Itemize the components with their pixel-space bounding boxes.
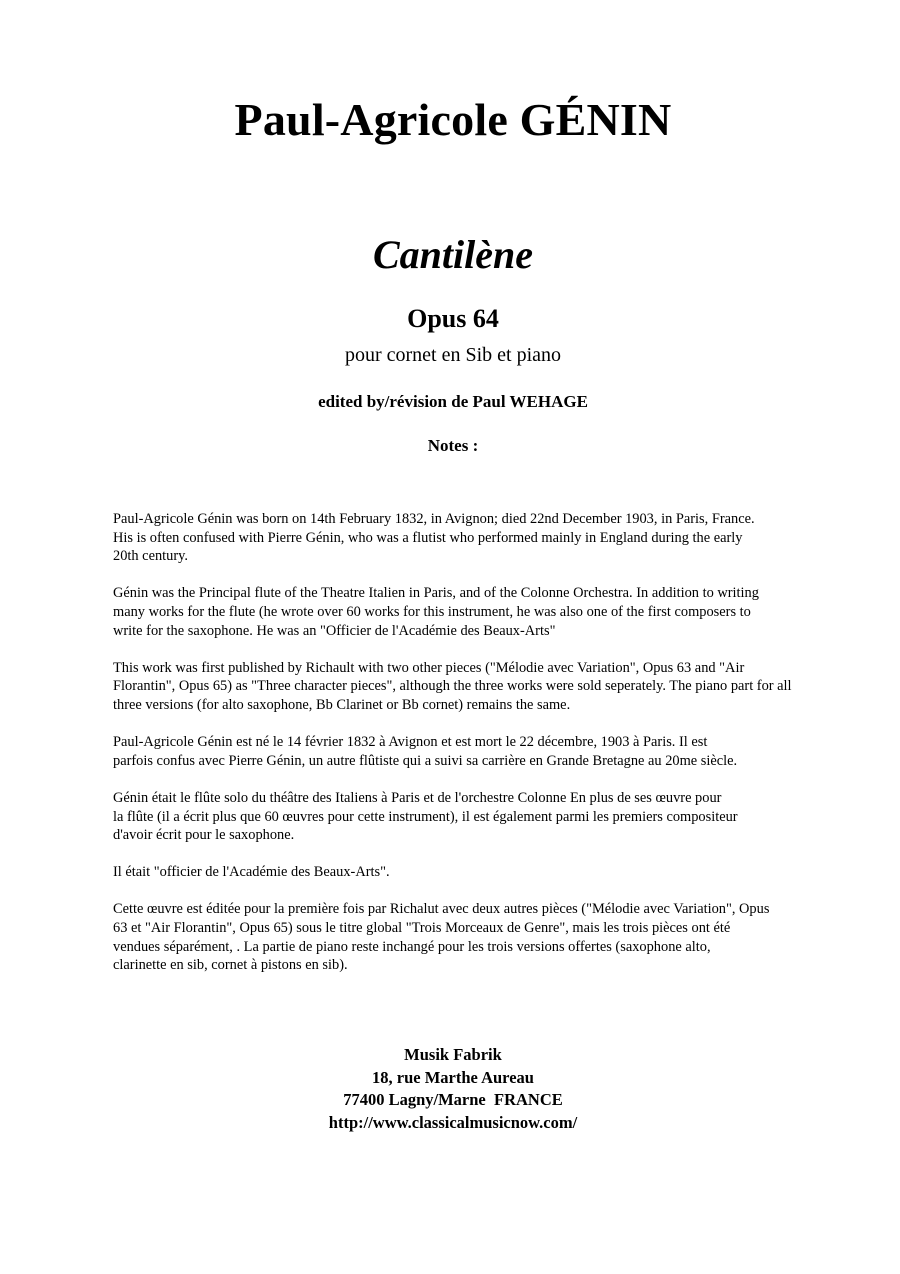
notes-heading: Notes : — [427, 436, 479, 455]
notes-body — [113, 510, 888, 975]
publisher-block — [0, 1044, 900, 1134]
notes-paragraph-en-biography: Paul-Agricole Génin was born on 14th February 1832, in Avignon; died 22nd December 1903, in Paris, France. His is often confused with Pierre Génin, who was a flutist who performed mainly in England during the early 20th century. — [113, 511, 755, 565]
notes-paragraph-fr-biography: Paul-Agricole Génin est né le 14 février 1832 à Avignon et est mort le 22 décembre, 1903 à Paris. Il est parfois confus avec Pierre Génin, un autre flûtiste qui a suivi sa carrière en Grande Bretagne au 20me siècle. — [113, 734, 738, 769]
composer-name: Paul-Agricole GÉNIN — [234, 94, 672, 145]
publisher-city: 77400 Lagny/Marne FRANCE — [343, 1090, 563, 1109]
opus-number: Opus 64 — [407, 304, 499, 333]
work-title: Cantilène — [372, 232, 534, 277]
notes-paragraph-fr-honor: Il était "officier de l'Académie des Beaux-Arts". — [113, 864, 390, 881]
publisher-name: Musik Fabrik — [404, 1045, 502, 1064]
editor-credit: edited by/révision de Paul WEHAGE — [318, 392, 588, 411]
notes-paragraph-en-publication: This work was first published by Richault with two other pieces ("Mélodie avec Variation", Opus 63 and "Air Florantin", Opus 65) as "Three character pieces", although the three works were sold seperately. The piano part for all three versions (for alto saxophone, Bb Clarinet or Bb cornet) remains the same. — [113, 659, 792, 713]
notes-paragraph-en-career: Génin was the Principal flute of the Theatre Italien in Paris, and of the Colonne Orchestra. In addition to writing many works for the flute (he wrote over 60 works for this instrument, he was also one of the first composers to write for the saxophone. He was an "Officier de l'Académie des Beaux-Arts" — [113, 585, 759, 639]
publisher-url: http://www.classicalmusicnow.com/ — [328, 1112, 578, 1132]
instrumentation: pour cornet en Sib et piano — [344, 344, 562, 366]
publisher-street: 18, rue Marthe Aureau — [372, 1067, 534, 1087]
notes-paragraph-fr-career: Génin était le flûte solo du théâtre des Italiens à Paris et de l'orchestre Colonne En plus de ses œuvre pour la flûte (il a écrit plus que 60 œuvres pour cette instrument), il est également parmi les premiers compositeur d'avoir écrit pour le saxophone. — [113, 789, 738, 844]
notes-paragraph-fr-publication: Cette œuvre est éditée pour la première fois par Richalut avec deux autres pièces ("Mélodie avec Variation", Opus 63 et "Air Florantin", Opus 65) sous le titre global "Trois Morceaux de Genre", mais les trois pièces ont été vendues séparément, . La partie de piano reste inchangé pour les trois versions offertes (saxophone alto, clarinette en sib, cornet à pistons en sib). — [113, 901, 770, 974]
